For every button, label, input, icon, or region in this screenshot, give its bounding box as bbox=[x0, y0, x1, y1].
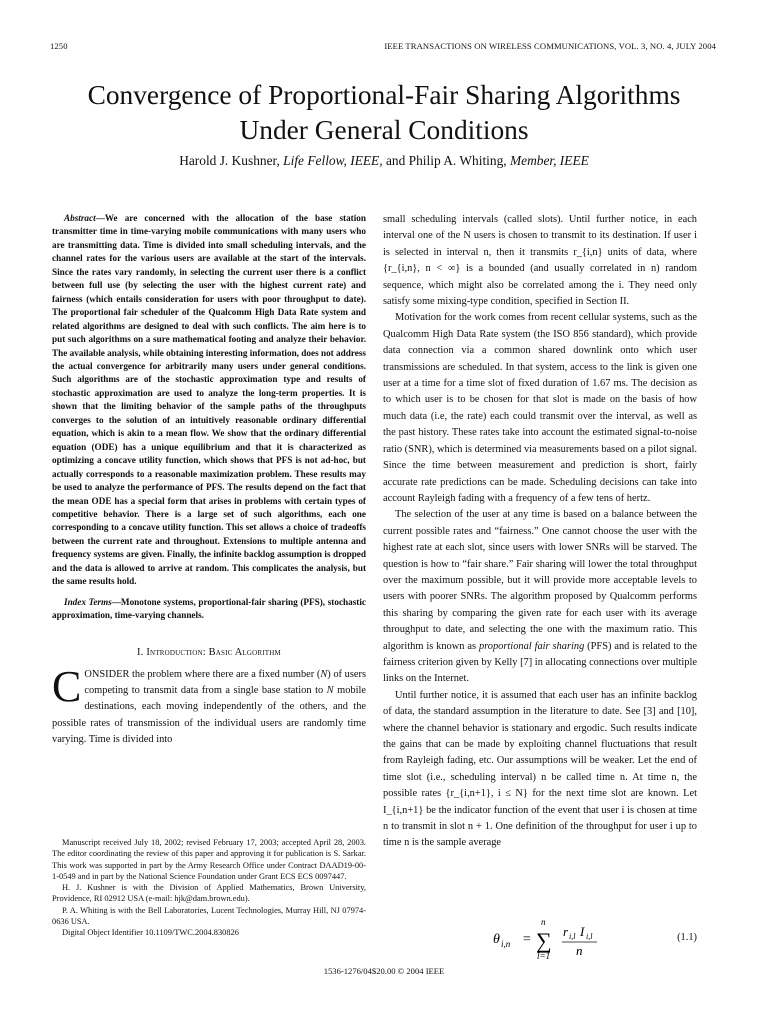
copyright-footer: 1536-1276/04$20.00 © 2004 IEEE bbox=[323, 966, 445, 976]
author-1-role: Life Fellow, IEEE, bbox=[283, 153, 383, 168]
abstract-label: Abstract bbox=[64, 213, 96, 223]
eq-num-i: I bbox=[580, 924, 585, 939]
equation-1-1 bbox=[383, 916, 697, 960]
equation-formula bbox=[493, 916, 643, 960]
footnote-doi: Digital Object Identifier 10.1109/TWC.2004.830826 bbox=[62, 928, 239, 938]
eq-lhs: θ bbox=[493, 932, 500, 947]
eq-sum-lower: l=1 bbox=[537, 951, 551, 960]
eq-lhs-sub: i,n bbox=[501, 939, 511, 949]
author-2-name: Philip A. Whiting, bbox=[408, 153, 507, 168]
intro-text-a: the problem where there are a fixed number ( bbox=[129, 668, 321, 680]
intro-text-c: mobile destinations, each moving independently of the others, and the possible rates of transmission of the individual users are randomly time varying. Time is divided into bbox=[52, 685, 366, 746]
running-header bbox=[50, 41, 716, 55]
section-title: Introduction: Basic Algorithm bbox=[146, 646, 281, 658]
equation-number: (1.1) bbox=[677, 932, 697, 943]
abstract: Abstract—We are concerned with the allocation of the base station transmitter time in time-varying mobile communications with many users who are transmitting data. Time is divided into small scheduling intervals, and the channel rates for the various users are available at the start of the intervals. Since the rates vary randomly, in selecting the current user there is a conflict between full use (by selecting the user with the highest current rate) and fairness (which entails consideration for users with poor throughput to date). The proportional fair scheduler of the Qualcomm High Data Rate system and related algorithms are designed to deal with such conflicts. The aim here is to put such algorithms on a sure mathematical footing and analyze their behavior. The available analysis, while obtaining interesting information, does not address the actual convergence for arbitrarily many users under general conditions. Such algorithms are of the stochastic approximation type and results of stochastic approximation are used to analyze the long-term properties. It is shown that the limiting behavior of the sample paths of the throughputs converges to the solution of an intuitively reasonable ordinary differential equation, which is akin to a mean flow. We show that the ordinary differential equation (ODE) has a unique equilibrium and that it is characterized as optimizing a concave utility function, which shows that PFS is not ad-hoc, but actually corresponds to a reasonable maximization problem. These results may be used to analyze the performance of PFS. The results depend on the fact that the mean ODE has a special form that arises in problems with certain types of competitive behavior. There is a large set of such algorithms, each one corresponding to a concave utility function. This set allows a choice of tradeoffs between the current rate and throughout. Extensions to multiple antenna and frequency systems are given. Finally, the infinite backlog assumption is dropped and the data is allowed to arrive at random. This complicates the analysis, but the same results hold. bbox=[52, 213, 366, 587]
eq-denominator: n bbox=[576, 943, 583, 958]
author-1-name: Harold J. Kushner, bbox=[179, 153, 280, 168]
title-line-2: Under General Conditions bbox=[239, 115, 529, 145]
author-2-role: Member, IEEE bbox=[509, 153, 589, 168]
paper-title bbox=[30, 78, 738, 148]
section-heading bbox=[52, 645, 366, 661]
author-connector: and bbox=[385, 153, 406, 168]
intro-text-b: ) of users competing to transmit data from a single base station to bbox=[84, 668, 366, 696]
abstract-text: We are concerned with the allocation of the base station transmitter time in time-varying mobile communications with many users who are transmitting data. Time is divided into small scheduling intervals, and the channel rates for the various users are available at the start of the intervals. Since the rates vary randomly, in selecting the current user there is a conflict between full use (by selecting the user with the highest current rate) and fairness (which entails consideration for users with poor throughput to date). The proportional fair scheduler of the Qualcomm High Data Rate system and related algorithms are designed to deal with such conflicts. The aim here is to put such algorithms on a sure mathematical footing and analyze their behavior. The available analysis, while obtaining interesting information, does not address the actual convergence for arbitrarily many users under general conditions. Such algorithms are of the stochastic approximation type and results of stochastic approximation are used to analyze the long-term properties. It is shown that the limiting behavior of the sample paths of the throughputs converges to the solution of an intuitively reasonable ordinary differential equation, which is akin to a mean flow. We show that the ordinary differential equation (ODE) has a unique equilibrium and that it is characterized as optimizing a concave utility function, which shows that PFS is not ad-hoc, but actually corresponds to a reasonable maximization problem. These results may be used to analyze the performance of PFS. The results depend on the fact that the mean ODE has a special form that arises in problems with certain types of competitive behavior. There is a large set of such algorithms, each one corresponding to a concave utility function. This set allows a choice of tradeoffs between the current rate and throughout. Extensions to multiple antenna and frequency systems are given. Finally, the infinite backlog assumption is dropped and the data is allowed to arrive at random. This complicates the analysis, but the same results hold. bbox=[52, 213, 366, 587]
footnote-author-1: H. J. Kushner is with the Division of Applied Mathematics, Brown University, Providence, RI 02912 USA (e-mail: hjk@dam.brown.edu). bbox=[52, 883, 366, 904]
body-paragraph-4: Until further notice, it is assumed that each user has an infinite backlog of data, the standard assumption in the literature to date. See [3] and [10], where the channel behavior is stationary and ergodic. Such results indicate the gains that can be made by exploiting channel fluctuations that result from Rayleigh fading, etc. Our assumptions will be weaker. Let the end of time slot (i.e., scheduling interval) n be called time n. At time n, the possible rates {r_{i,n+1}, i ≤ N} for the next time slot are known. Let I_{i,n+1} be the indicator function of the event that user i is chosen at time n to transmit in slot n + 1. One definition of the throughput for user i up to time n is the sample average bbox=[383, 689, 697, 849]
body-paragraph-3-b: (PFS) and is related to the fairness criterion given by Kelly [7] in allocating connections over multiple links on the Internet. bbox=[383, 640, 697, 685]
eq-num-r: r bbox=[563, 924, 569, 939]
body-paragraph-1: small scheduling intervals (called slots). Until further notice, in each interval one of the N users is chosen to transmit to its destination. If user i is selected in interval n, then it transmits r_{i,n} units of data, where {r_{i,n}, n < ∞} is a bounded (and usually correlated in n) random sequence, which might also be correlated among the i. They need only satisfy some mixing-type condition, specified in Section II. bbox=[383, 214, 697, 308]
body-paragraph-2: Motivation for the work comes from recent cellular systems, such as the Qualcomm High Data Rate system (the ISO 856 standard), which provide data connection via a common shared downlink onto which user transmissions are scheduled. In that system, access to the link is given one user at a time for a time slot of fixed duration of 1.67 ms. The decision as to which user is to be chosen for that slot is made on the basis of how much data (i.e, the rate) each could transmit over the interval, as well as the past history. These rates take into account the estimated signal-to-noise ratio (SNR), which is determined via measurements based on a pilot signal. Since the time between measurement and prediction is short, fairly accurate rate predictions can be made. Scheduling decisions can take into account Rayleigh fading with a frequency of a few tens of hertz. bbox=[383, 312, 697, 504]
body-paragraph-3 bbox=[383, 507, 697, 687]
eq-equals: = bbox=[522, 932, 532, 947]
eq-num-i-sub: i,l bbox=[586, 932, 593, 941]
author-line bbox=[40, 152, 728, 170]
pfs-term: proportional fair sharing bbox=[478, 640, 585, 652]
footnote-author-2: P. A. Whiting is with the Bell Laboratories, Lucent Technologies, Murray Hill, NJ 07974-0636 USA. bbox=[52, 905, 366, 927]
intro-paragraph bbox=[52, 661, 366, 749]
index-terms-label: Index Terms bbox=[64, 596, 112, 607]
journal-name: IEEE TRANSACTIONS ON WIRELESS COMMUNICATIONS, VOL. 3, NO. 4, JULY 2004 bbox=[384, 41, 716, 51]
right-column bbox=[383, 212, 697, 852]
index-terms: Index Terms—Monotone systems, proportional-fair sharing (PFS), stochastic approximation, time-varying channels. bbox=[52, 596, 367, 621]
first-page-footnote bbox=[52, 837, 366, 939]
intro-caps: ONSIDER bbox=[84, 668, 130, 680]
intro-math-n2: N bbox=[326, 685, 334, 696]
left-column bbox=[52, 212, 366, 749]
footnote-manuscript: Manuscript received July 18, 2002; revised February 17, 2003; accepted April 28, 2003. The editor coordinating the review of this paper and approving it for publication is S. Sarkar. This work was supported in part by the Army Research Office under Contract DAAD19-00-1-0549 and in part by the National Science Foundation under Grant ECS ECS 0097447. bbox=[52, 838, 366, 881]
eq-num-r-sub: i,l bbox=[569, 932, 576, 941]
title-line-1: Convergence of Proportional-Fair Sharing Algorithms bbox=[87, 80, 681, 110]
drop-cap: C bbox=[52, 661, 82, 711]
intro-math-n1: N bbox=[320, 668, 328, 680]
eq-sum-upper: n bbox=[541, 917, 546, 927]
eq-sum-sign: ∑ bbox=[536, 928, 552, 953]
body-paragraph-3-a: The selection of the user at any time is based on a balance between the current possible rates and “fairness.” One cannot choose the user with the highest rate at each slot, since users with lower SNRs will be starved. The question is how to “fair share.” Fair sharing will lower the total throughput over the maximum possible, but it will provide more acceptable levels to users with poorer SNRs. The algorithm proposed by Qualcomm performs this sharing by comparing the given rate for each user with its average throughput to date, and selecting the one with the maximum ratio. This algorithm is known as bbox=[383, 509, 697, 652]
page-number: 1250 bbox=[50, 41, 68, 51]
section-number: I. bbox=[137, 646, 144, 658]
index-terms-text: Monotone systems, proportional-fair sharing (PFS), stochastic approximation, time-varying channels. bbox=[52, 596, 367, 621]
